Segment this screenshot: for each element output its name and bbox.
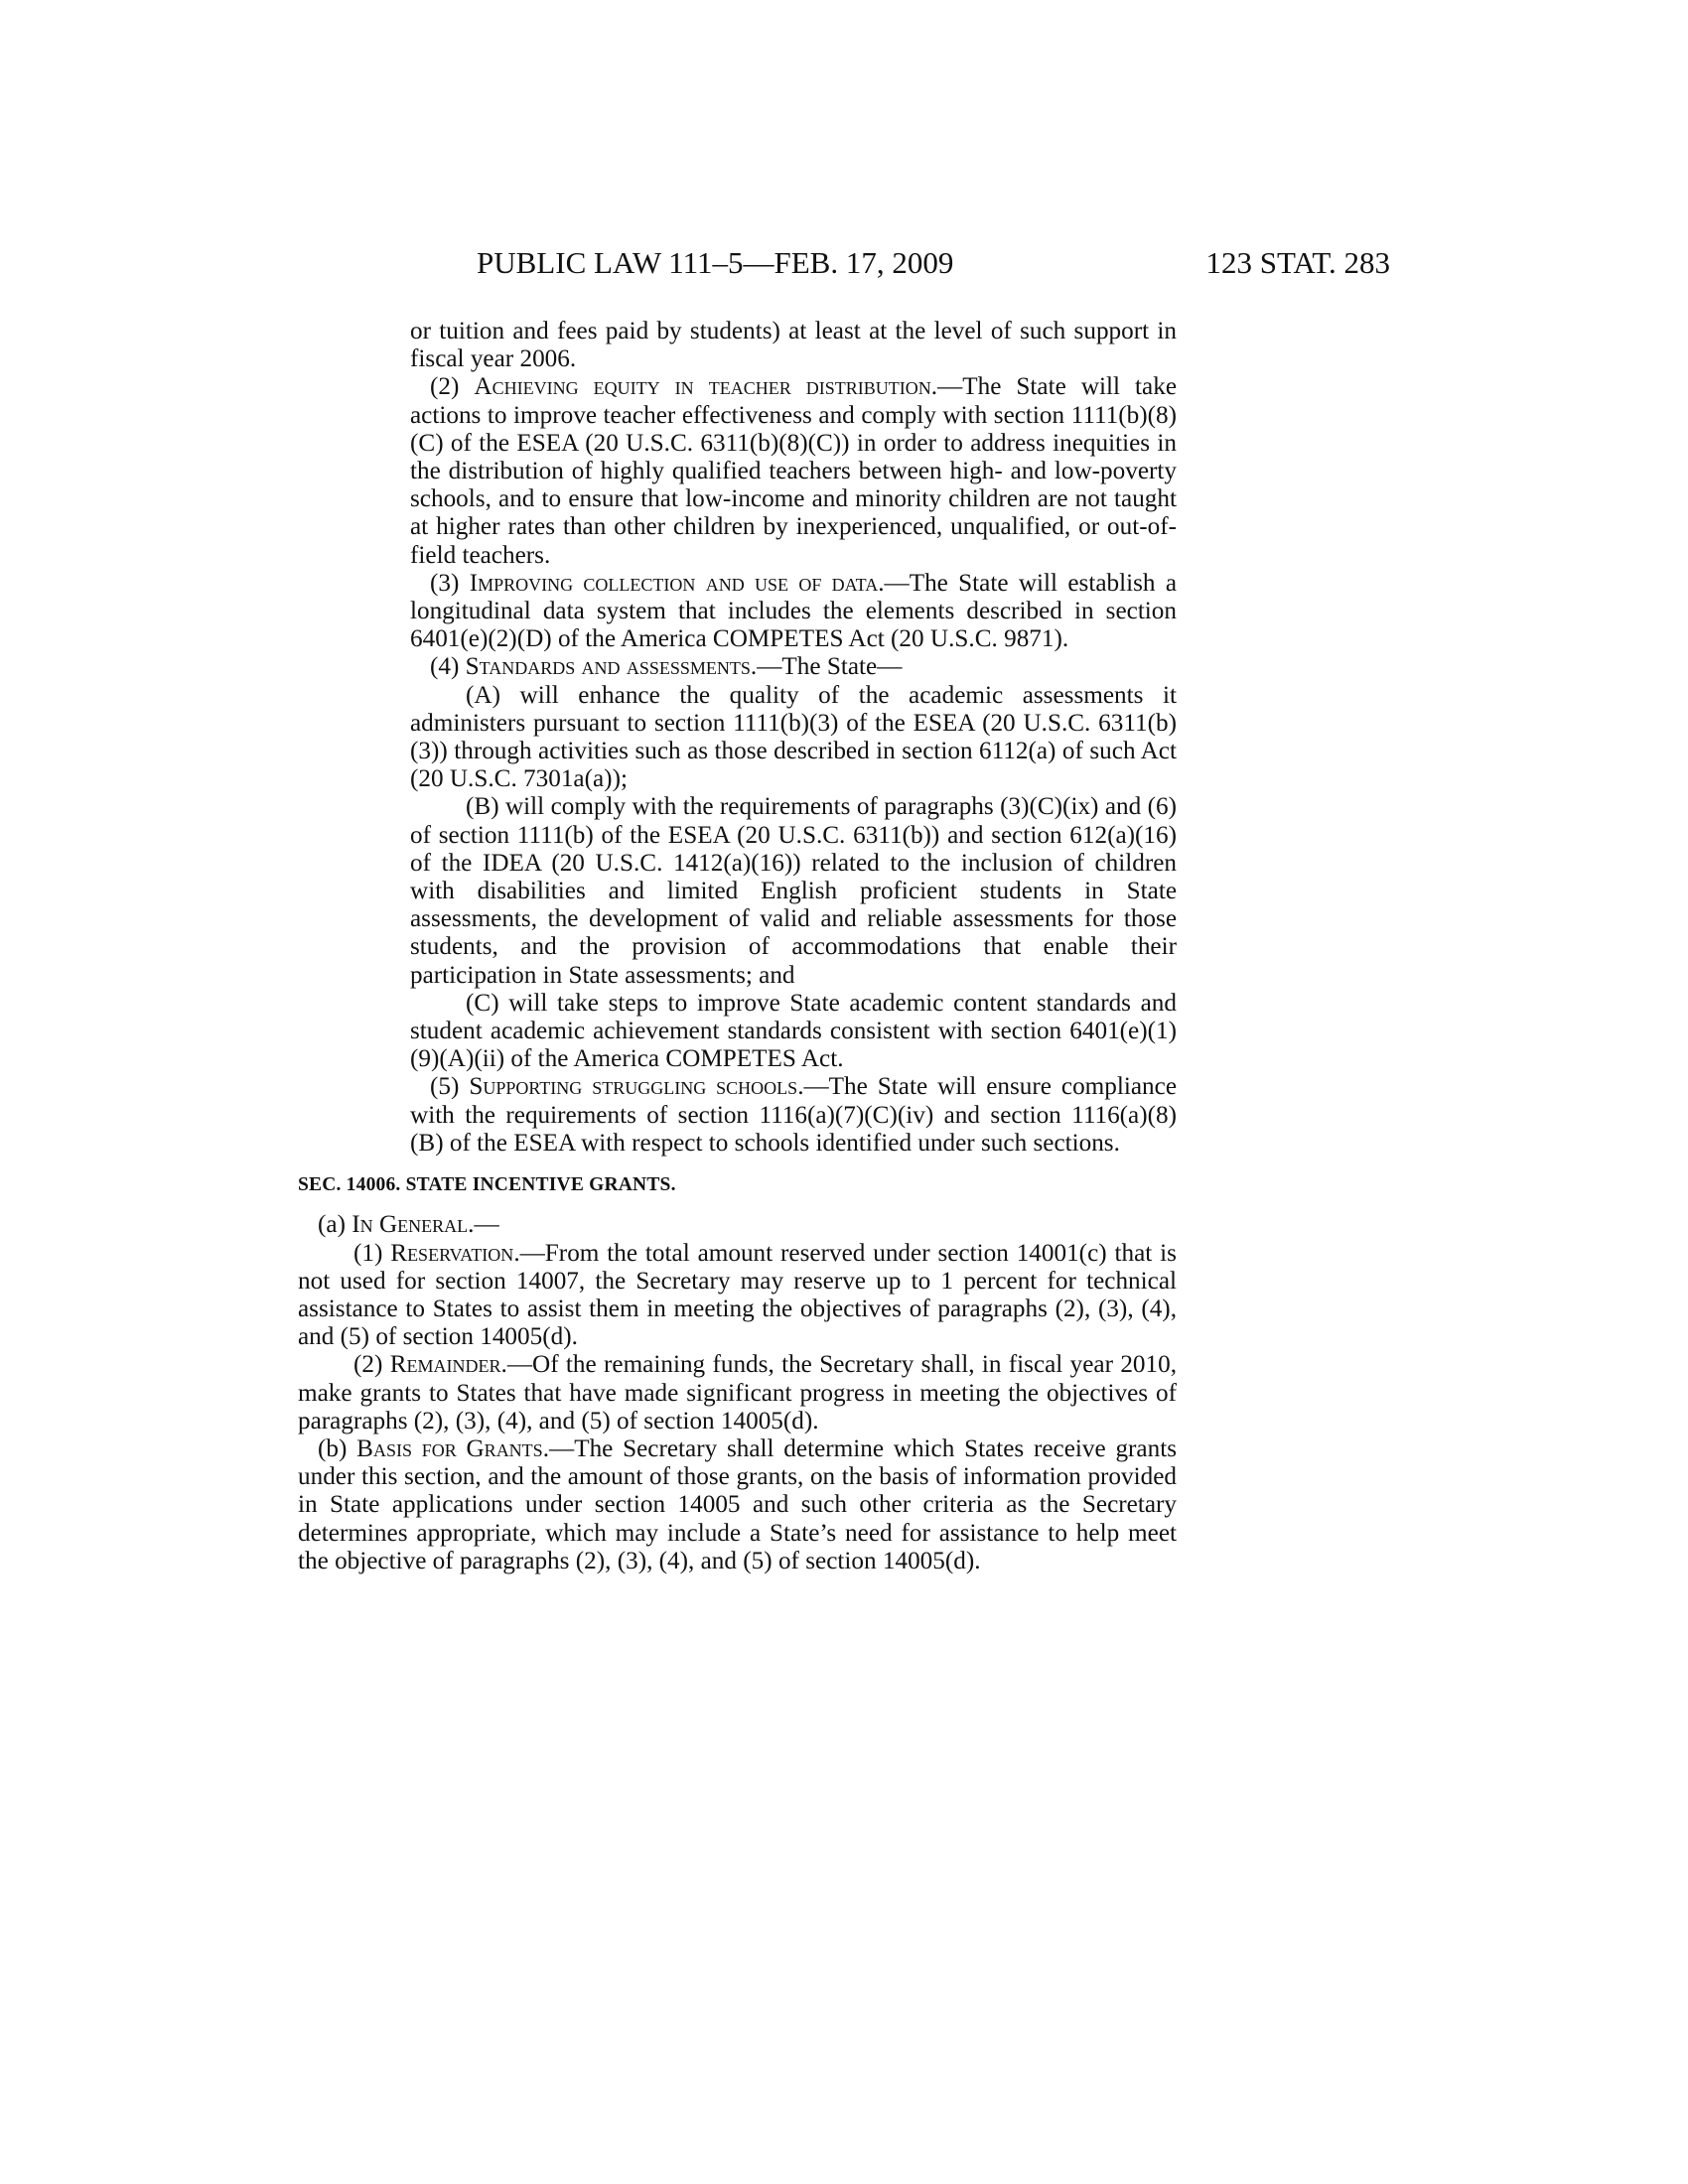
subsection-a-paragraph-1: (1) Reservation.—From the total amount reserved under section 14001(c) that is not used for section 14007, the Secretary may reserve up to 1 percent for technical assistance to States to assist them in meeting the objectives of paragraphs (2), (3), (4), and (5) of section 14005(d).: [298, 1239, 1177, 1351]
subsection-b: (b) Basis for Grants.—The Secretary shall determine which States receive grants under this section, and the amount of those grants, on the basis of information provided in State applications under section 14005 and such other criteria as the Secretary determines appropriate, which may include a State’s need for assistance to help meet the objective of paragraphs (2), (3), (4), and (5) of section 14005(d).: [298, 1434, 1178, 1574]
subsection-a: (a) In General.—: [318, 1211, 499, 1239]
paragraph-2-teacher-distribution: (2) Achieving equity in teacher distribution.—The State will take actions to improve teacher effectiveness and comply with section 1111(b)(8)(C) of the ESEA (20 U.S.C. 6311(b)(8)(C)) in order to address inequities in the distribution of highly qualified teachers between high- and low-poverty schools, and to ensure that low-income and minority children are not taught at higher rates than other children by inexperienced, unqualified, or out-of-field teachers.: [410, 373, 1178, 569]
body-text: [298, 318, 1177, 1575]
remainder-heading: Remainder: [389, 1351, 501, 1379]
paragraph-5-struggling-schools: (5) Supporting struggling schools.—The State will ensure compliance with the requirements of section 1116(a)(7)(C)(iv) and section 1116(a)(8)(B) of the ESEA with respect to schools identified under such sections.: [410, 1073, 1177, 1157]
paragraph-5-heading: Supporting struggling schools: [469, 1073, 798, 1101]
paragraph-2-heading: Achieving equity in teacher distribution: [474, 373, 931, 401]
running-head: [298, 243, 1390, 283]
running-head-title: PUBLIC LAW 111–5—FEB. 17, 2009: [477, 245, 954, 280]
subparagraph-4a: (A) will enhance the quality of the academic assessments it administers pursuant to section 1111(b)(3) of the ESEA (20 U.S.C. 6311(b)(3)) through activities such as those described in section 6112(a) of such Act (20 U.S.C. 7301a(a));: [410, 681, 1177, 793]
paragraph-continuation: or tuition and fees paid by students) at least at the level of such support in fiscal year 2006.: [410, 318, 1177, 373]
subsection-a-heading: In General: [352, 1211, 469, 1239]
subparagraph-4c: (C) will take steps to improve State academic content standards and student academic achievement standards consistent with section 6401(e)(1)(9)(A)(ii) of the America COMPETES Act.: [410, 989, 1177, 1073]
paragraph-3-data-collection: (3) Improving collection and use of data.—The State will establish a longitudinal data system that includes the elements described in section 6401(e)(2)(D) of the America COMPETES Act (20 U.S.C. 9871).: [410, 569, 1177, 653]
subsection-a-paragraph-2: (2) Remainder.—Of the remaining funds, the Secretary shall, in fiscal year 2010, make grants to States that have made significant progress in meeting the objectives of paragraphs (2), (3), (4), and (5) of section 14005(d).: [298, 1351, 1177, 1434]
basis-for-grants-heading: Basis for Grants: [356, 1434, 543, 1462]
paragraph-4-standards: (4) Standards and assessments.—The State—: [430, 653, 903, 681]
paragraph-3-heading: Improving collection and use of data: [469, 569, 879, 597]
paragraph-4-heading: Standards and assessments: [465, 653, 751, 681]
reservation-heading: Reservation: [390, 1239, 514, 1267]
running-head-stat-page: 123 STAT. 283: [1205, 245, 1390, 280]
section-heading: SEC. 14006. STATE INCENTIVE GRANTS.: [298, 1174, 676, 1196]
subparagraph-4b: (B) will comply with the requirements of paragraphs (3)(C)(ix) and (6) of section 1111(b) of the ESEA (20 U.S.C. 6311(b)) and section 612(a)(16) of the IDEA (20 U.S.C. 1412(a)(16)) related to the inclusion of children with disabilities and limited English proficient students in State assessments, the development of valid and reliable assessments for those students, and the provision of accommodations that enable their participation in State assessments; and: [410, 793, 1177, 989]
